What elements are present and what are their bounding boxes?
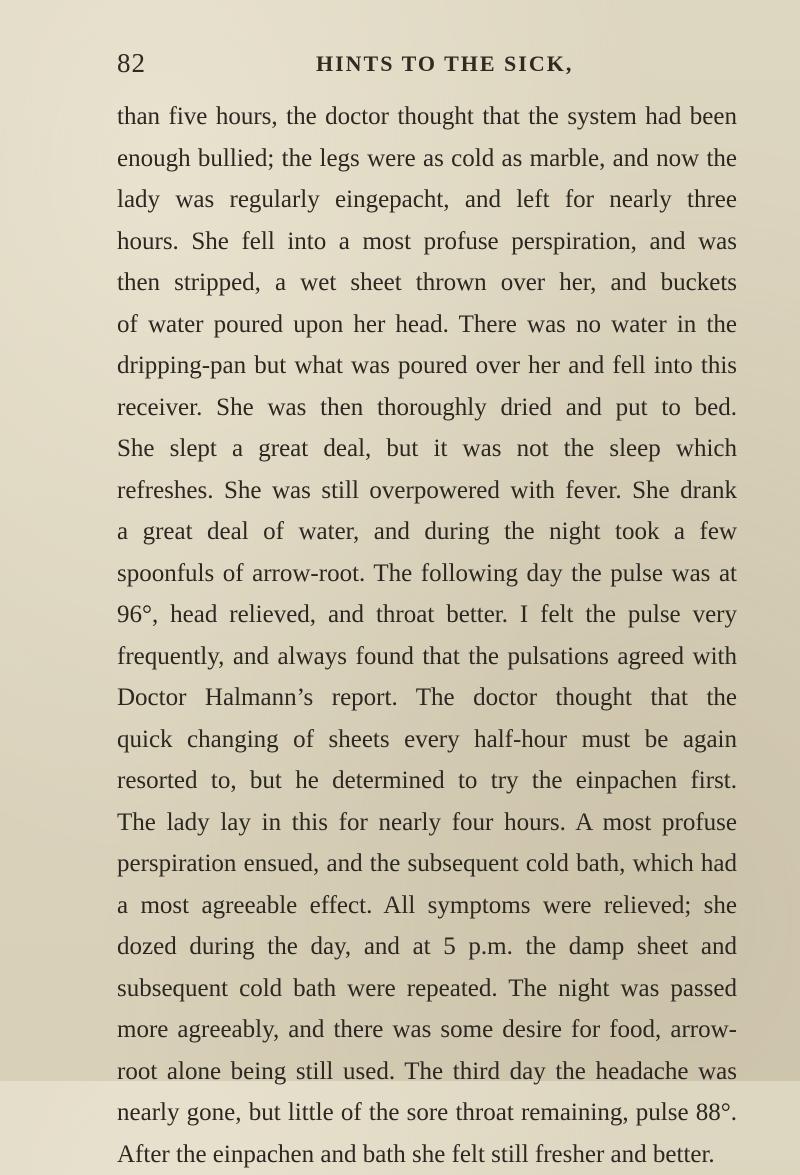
text-line: refreshes. She was still overpowered with fever. She drank <box>117 470 737 512</box>
text-line: The lady lay in this for nearly four hours. A most profuse <box>117 802 737 844</box>
text-line: Doctor Halmann’s report. The doctor thought that the <box>117 677 737 719</box>
text-line: more agreeably, and there was some desire for food, arrow- <box>117 1009 737 1051</box>
text-line: After the einpachen and bath she felt still fresher and better. <box>117 1134 737 1175</box>
text-line: hours. She fell into a most profuse perspiration, and was <box>117 221 737 263</box>
text-line: She slept a great deal, but it was not the sleep which <box>117 428 737 470</box>
text-line: enough bullied; the legs were as cold as marble, and now the <box>117 138 737 180</box>
text-line: a great deal of water, and during the night took a few <box>117 511 737 553</box>
text-line: dozed during the day, and at 5 p.m. the damp sheet and <box>117 926 737 968</box>
text-line: subsequent cold bath were repeated. The night was passed <box>117 968 737 1010</box>
text-line: receiver. She was then thoroughly dried and put to bed. <box>117 387 737 429</box>
text-line: 96°, head relieved, and throat better. I felt the pulse very <box>117 594 737 636</box>
text-line: of water poured upon her head. There was no water in the <box>117 304 737 346</box>
page-number: 82 <box>117 48 146 79</box>
text-line: nearly gone, but little of the sore throat remaining, pulse 88°. <box>117 1092 737 1134</box>
text-line: root alone being still used. The third day the headache was <box>117 1051 737 1093</box>
text-line: quick changing of sheets every half-hour must be again <box>117 719 737 761</box>
running-head: HINTS TO THE SICK, <box>316 51 573 77</box>
text-line: then stripped, a wet sheet thrown over her, and buckets <box>117 262 737 304</box>
text-line: than five hours, the doctor thought that the system had been <box>117 96 737 138</box>
page-header <box>117 48 677 88</box>
body-text <box>117 96 737 1175</box>
text-line: perspiration ensued, and the subsequent cold bath, which had <box>117 843 737 885</box>
text-line: a most agreeable effect. All symptoms were relieved; she <box>117 885 737 927</box>
text-line: frequently, and always found that the pulsations agreed with <box>117 636 737 678</box>
text-line: dripping-pan but what was poured over her and fell into this <box>117 345 737 387</box>
text-line: lady was regularly eingepacht, and left for nearly three <box>117 179 737 221</box>
text-line: resorted to, but he determined to try the einpachen first. <box>117 760 737 802</box>
text-line: spoonfuls of arrow-root. The following day the pulse was at <box>117 553 737 595</box>
